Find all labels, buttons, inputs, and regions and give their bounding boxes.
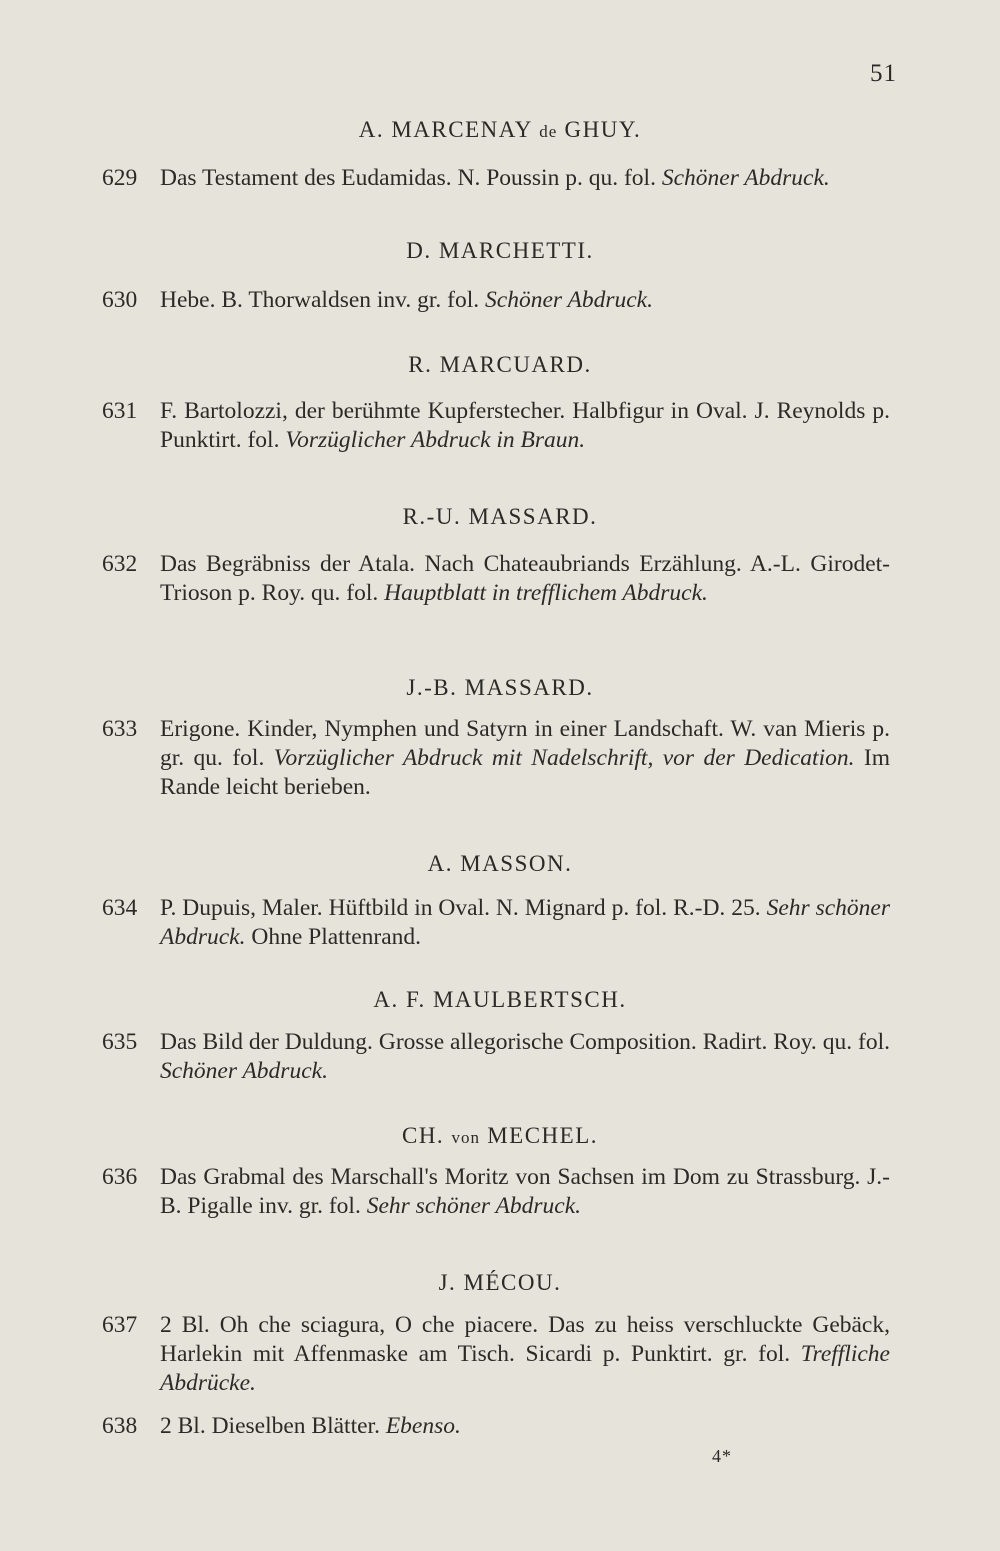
entry-number: 630	[102, 287, 138, 313]
entry-condition: Hauptblatt in trefflichem Abdruck.	[384, 580, 708, 606]
entry-note: Im Rande leicht berieben.	[160, 745, 891, 800]
entry-number: 635	[102, 1029, 138, 1055]
signature-mark: 4*	[712, 1446, 732, 1466]
section-heading: D. MARCHETTI.	[406, 238, 594, 263]
entry-number: 634	[102, 895, 138, 921]
entry-number: 636	[102, 1164, 138, 1190]
entry-condition: Sehr schöner Abdruck.	[366, 1193, 582, 1219]
entry-number: 638	[102, 1413, 138, 1439]
entry-condition: Schöner Abdruck.	[661, 165, 830, 191]
page-number: 51	[870, 60, 897, 87]
catalogue-entry	[100, 397, 890, 455]
entry-condition: Treffliche Abdrücke.	[160, 1341, 890, 1396]
entry-condition: Schöner Abdruck.	[160, 1058, 328, 1084]
section-heading: A. MARCENAY de GHUY.	[358, 117, 642, 142]
catalogue-entry	[100, 550, 890, 608]
section-heading: CH. von MECHEL.	[401, 1123, 598, 1148]
catalogue-entry	[100, 1412, 890, 1441]
entry-text: Erigone. Kinder, Nymphen und Satyrn in einer Landschaft. W. van Mieris p. gr. qu. fol.	[160, 716, 890, 771]
name-particle: von	[451, 1128, 480, 1147]
catalogue-entry	[100, 894, 890, 952]
catalogue-entry	[100, 1028, 890, 1086]
entry-condition: Vorzüglicher Abdruck mit Nadelschrift, vor der Dedication.	[273, 745, 855, 771]
entry-text: F. Bartolozzi, der berühmte Kupferstecher. Halbfigur in Oval. J. Reynolds p. Punktirt. fol.	[160, 398, 890, 453]
entry-text: Das Bild der Duldung. Grosse allegorische Composition. Radirt. Roy. qu. fol.	[160, 1029, 890, 1055]
entry-text: Das Grabmal des Marschall's Moritz von Sachsen im Dom zu Strassburg. J.-B. Pigalle inv. gr. fol.	[160, 1164, 890, 1219]
entry-text: 2 Bl. Dieselben Blätter.	[160, 1413, 380, 1439]
entry-number: 633	[102, 716, 138, 742]
section-heading: J. MÉCOU.	[438, 1270, 562, 1295]
entry-text: Das Begräbniss der Atala. Nach Chateaubriands Erzählung. A.-L. Girodet-Trioson p. Roy. qu. fol.	[160, 551, 890, 606]
name-particle: de	[539, 122, 558, 141]
catalogue-entry	[100, 715, 890, 802]
entry-number: 631	[102, 398, 138, 424]
catalogue-entry	[100, 164, 890, 193]
section-heading: R.-U. MASSARD.	[402, 504, 598, 529]
catalogue-entry	[100, 1311, 890, 1398]
entry-note: Ohne Plattenrand.	[251, 924, 422, 950]
entry-text: Das Testament des Eudamidas. N. Poussin p. qu. fol.	[160, 165, 656, 191]
entry-number: 637	[102, 1312, 138, 1338]
section-heading: J.-B. MASSARD.	[406, 675, 594, 700]
entry-text: Hebe. B. Thorwaldsen inv. gr. fol.	[160, 287, 480, 313]
entry-text: P. Dupuis, Maler. Hüftbild in Oval. N. Mignard p. fol. R.-D. 25.	[160, 895, 761, 921]
entry-number: 629	[102, 165, 138, 191]
section-heading: R. MARCUARD.	[408, 352, 592, 377]
catalogue-entry	[100, 1163, 890, 1221]
entry-condition: Ebenso.	[385, 1413, 461, 1439]
entry-number: 632	[102, 551, 138, 577]
entry-condition: Schöner Abdruck.	[485, 287, 653, 313]
catalogue-entry	[100, 286, 890, 315]
section-heading: A. F. MAULBERTSCH.	[373, 987, 627, 1012]
section-heading: A. MASSON.	[427, 851, 573, 876]
entry-condition: Sehr schöner Abdruck.	[160, 895, 890, 950]
entry-text: 2 Bl. Oh che sciagura, O che piacere. Das zu heiss verschluckte Gebäck, Harlekin mit Affenmaske am Tisch. Sicardi p. Punktirt. gr. fol.	[160, 1312, 890, 1367]
entry-condition: Vorzüglicher Abdruck in Braun.	[285, 427, 586, 453]
